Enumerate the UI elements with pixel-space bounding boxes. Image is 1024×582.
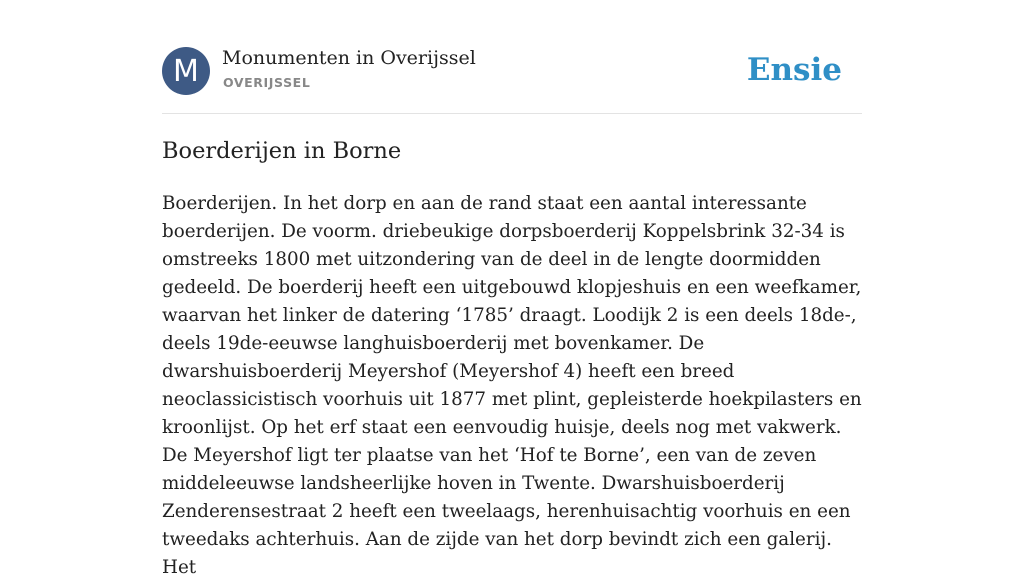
article-body: Boerderijen. In het dorp en aan de rand staat een aantal interessante boerderijen. De voorm. driebeukige dorpsboerderij Koppelsbrink 32-34 is omstreeks 1800 met uitzondering van de deel in de lengte doormidden gedeeld. De boerderij heeft een uitgebouwd klopjeshuis en een weefkamer, waarvan het linker de datering ‘1785’ draagt. Loodijk 2 is een deels 18de-, deels 19de-eeuwse langhuisboerderij met bovenkamer. De dwarshuisboerderij Meyershof (Meyershof 4) heeft een breed neoclassicistisch voorhuis uit 1877 met plint, gepleisterde hoekpilasters en kroonlijst. Op het erf staat een eenvoudig huisje, deels nog met vakwerk. De Meyershof ligt ter plaatse van het ‘Hof te Borne’, een van de zeven middeleeuwse landsheerlijke hoven in Twente. Dwarshuisboerderij Zenderensestraat 2 heeft een tweelaags, herenhuisachtig voorhuis en een tweedaks achterhuis. Aan de zijde van het dorp bevindt zich een galerij. Het [162, 193, 862, 578]
article-heading: Boerderijen in Borne [162, 138, 402, 164]
collection-subtitle: OVERIJSSEL [223, 75, 311, 90]
divider [162, 113, 862, 114]
brand-logo[interactable]: Ensie [746, 52, 842, 88]
page-header [162, 46, 862, 96]
avatar[interactable]: M [162, 47, 210, 95]
collection-title[interactable]: Monumenten in Overijssel [222, 47, 476, 69]
